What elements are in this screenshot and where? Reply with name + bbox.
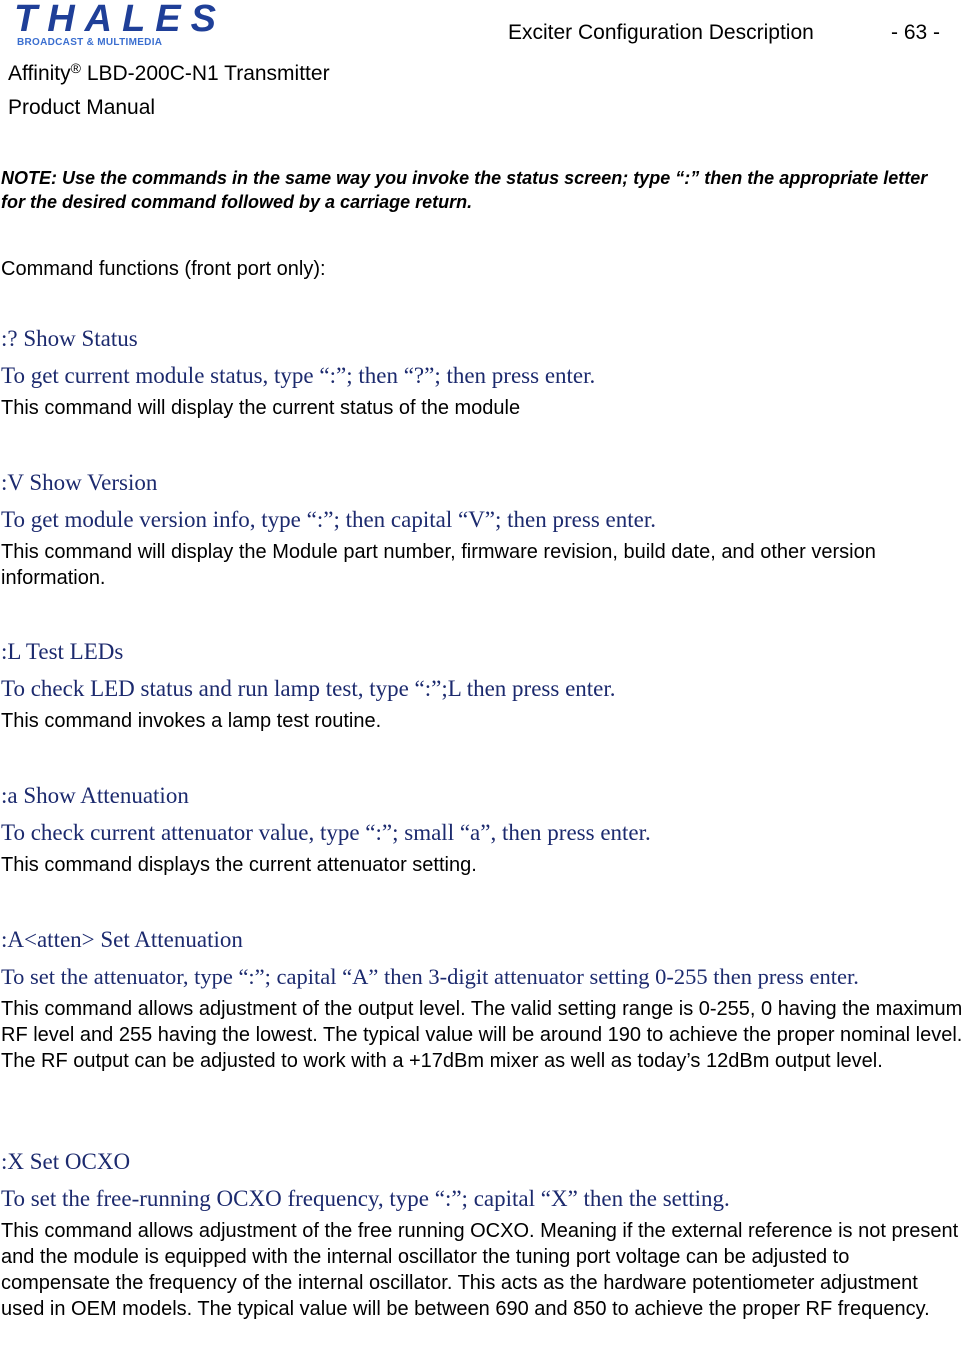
command-title: :A<atten> Set Attenuation (1, 927, 243, 952)
command-description: This command displays the current attenuator setting. (1, 854, 477, 876)
product-name (8, 60, 330, 86)
command-title: :a Show Attenuation (1, 783, 189, 808)
command-description: This command allows adjustment of the output level. The valid setting range is 0-255, 0 having the maximum RF level and 255 having the lowest. The typical value will be around 190 to achieve the proper nominal level. The RF output can be adjusted to work with a +17dBm mixer as well as today’s 12dBm output level. (1, 998, 963, 1072)
command-howto: To set the attenuator, type “:”; capital “A” then 3-digit attenuator setting 0-255 then press enter. (1, 964, 859, 989)
command-test-leds (1, 637, 963, 734)
command-title: :L Test LEDs (1, 639, 124, 664)
thales-logo (14, 0, 236, 48)
command-description: This command invokes a lamp test routine. (1, 710, 382, 732)
command-description: This command will display the Module part number, firmware revision, build date, and other version information. (1, 541, 876, 589)
command-description: This command allows adjustment of the free running OCXO. Meaning if the external reference is not present and the module is equipped with the internal oscillator the tuning port voltage can be adjusted to compensate the frequency of the internal oscillator. This acts as the hardware potentiometer adjustment used in OEM models. The typical value will be between 690 and 850 to achieve the proper RF frequency. (1, 1220, 959, 1320)
product-brand: Affinity (8, 62, 71, 85)
logo-word: THALES (14, 0, 226, 40)
command-howto: To get module version info, type “:”; then capital “V”; then press enter. (1, 507, 656, 532)
command-howto: To check LED status and run lamp test, type “:”;L then press enter. (1, 676, 616, 701)
product-model: LBD-200C-N1 Transmitter (80, 62, 330, 85)
command-title: :X Set OCXO (1, 1149, 131, 1174)
command-howto: To get current module status, type “:”; then “?”; then press enter. (1, 363, 596, 388)
logo-tagline: BROADCAST & MULTIMEDIA (17, 37, 163, 48)
command-title: :V Show Version (1, 470, 158, 495)
document-type: Product Manual (8, 96, 156, 119)
command-show-status (1, 324, 963, 421)
command-howto: To set the free-running OCXO frequency, type “:”; capital “X” then the setting. (1, 1186, 730, 1211)
command-set-ocxo (1, 1147, 963, 1322)
usage-note: NOTE: Use the commands in the same way you invoke the status screen; type “:” then the appropriate letter for the desired command followed by a carriage return. (1, 168, 928, 212)
command-title: :? Show Status (1, 326, 138, 351)
command-show-version (1, 468, 963, 591)
command-description: This command will display the current status of the module (1, 397, 521, 419)
section-title: Exciter Configuration Description (508, 21, 814, 44)
command-set-attenuation (1, 925, 963, 1074)
command-functions-intro: Command functions (front port only): (1, 258, 326, 280)
page-number: - 63 - (891, 21, 941, 44)
command-show-attenuation (1, 781, 963, 878)
command-howto: To check current attenuator value, type “:”; small “a”, then press enter. (1, 820, 651, 845)
registered-mark: ® (70, 60, 81, 76)
